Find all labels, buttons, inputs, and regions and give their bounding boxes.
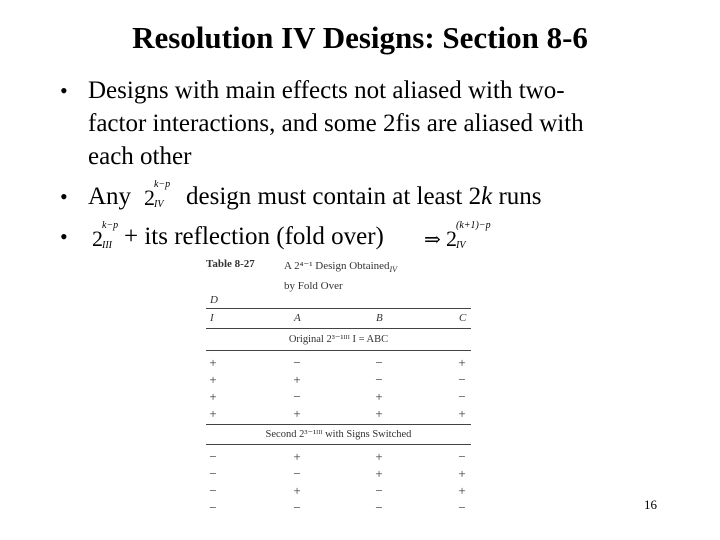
table-cell: − bbox=[293, 355, 301, 370]
math-2-k1-p-iv bbox=[446, 220, 491, 252]
table-rule bbox=[206, 328, 471, 329]
table-cell: − bbox=[209, 449, 217, 464]
math-superscript: k−p bbox=[102, 220, 119, 231]
table-caption-line-1: A 2⁴⁻¹ Design Obtained bbox=[284, 260, 390, 272]
column-header: I bbox=[210, 312, 214, 324]
table-cell: − bbox=[293, 389, 301, 404]
slide-title: Resolution IV Designs: Section 8-6 bbox=[132, 20, 588, 55]
bullet-1-line-1: Designs with main effects not aliased with two- bbox=[88, 77, 565, 104]
table-section-switched: Second 2³⁻¹ᴵᴵᴵ with Signs Switched bbox=[265, 429, 412, 440]
math-subscript: III bbox=[102, 240, 112, 251]
bullet-marker: • bbox=[60, 184, 68, 209]
table-cell: + bbox=[458, 466, 466, 481]
column-header: A bbox=[294, 312, 301, 324]
table-cell: − bbox=[293, 500, 301, 515]
table-cell: + bbox=[209, 372, 217, 387]
table-rule bbox=[206, 308, 471, 309]
bullet-2-prefix: Any bbox=[88, 183, 132, 210]
table-cell: − bbox=[293, 466, 301, 481]
table-caption-sub: IV bbox=[389, 265, 398, 275]
table-cell: + bbox=[458, 483, 466, 498]
table-cell: + bbox=[375, 406, 383, 421]
table-cell: + bbox=[375, 449, 383, 464]
math-2-k-p-iv bbox=[144, 179, 171, 211]
math-superscript: (k+1)−p bbox=[456, 220, 491, 231]
table-cell: + bbox=[375, 466, 383, 481]
page-number: 16 bbox=[644, 497, 657, 512]
table-cell: − bbox=[458, 372, 466, 387]
table-cell: − bbox=[209, 500, 217, 515]
table-cell: − bbox=[375, 355, 383, 370]
table-cell: − bbox=[375, 372, 383, 387]
table-rule bbox=[206, 424, 471, 425]
bullet-marker: • bbox=[60, 224, 68, 249]
table-cell: − bbox=[458, 500, 466, 515]
bullet-2-suffix: design must contain at least 2 bbox=[186, 183, 482, 210]
table-cell: − bbox=[375, 500, 383, 515]
table-cell: + bbox=[293, 372, 301, 387]
bullet-3-text: + its reflection (fold over) bbox=[124, 223, 384, 250]
column-header-d: D bbox=[210, 294, 218, 306]
column-header: B bbox=[376, 312, 383, 324]
table-cell: + bbox=[293, 406, 301, 421]
bullet-marker: • bbox=[60, 78, 68, 103]
bullet-2-end: runs bbox=[492, 183, 542, 210]
math-base: 2 bbox=[144, 185, 155, 210]
math-2-k-p-iii bbox=[92, 220, 119, 252]
table-caption-number: Table 8-27 bbox=[206, 258, 255, 270]
column-header: C bbox=[459, 312, 467, 324]
bullet-2-k: k bbox=[481, 183, 493, 210]
table-cell: + bbox=[209, 389, 217, 404]
math-subscript: IV bbox=[154, 199, 164, 210]
table-cell: + bbox=[293, 449, 301, 464]
math-base: 2 bbox=[92, 226, 103, 251]
implies-symbol: ⇒ bbox=[424, 229, 441, 251]
table-caption-line-2: by Fold Over bbox=[284, 280, 343, 293]
bullet-1-line-3: each other bbox=[88, 143, 192, 170]
table-cell: − bbox=[458, 449, 466, 464]
table-cell: − bbox=[375, 483, 383, 498]
table-cell: + bbox=[209, 355, 217, 370]
math-base: 2 bbox=[446, 226, 457, 251]
table-cell: + bbox=[458, 406, 466, 421]
table-cell: + bbox=[293, 483, 301, 498]
fold-over-table bbox=[206, 258, 471, 520]
table-cell: − bbox=[209, 466, 217, 481]
table-cell: − bbox=[458, 389, 466, 404]
math-subscript: IV bbox=[456, 240, 466, 251]
table-cell: − bbox=[209, 483, 217, 498]
table-cell: + bbox=[209, 406, 217, 421]
table-rule bbox=[206, 444, 471, 445]
table-section-original: Original 2³⁻¹ᴵᴵᴵ I = ABC bbox=[288, 334, 389, 345]
table-cell: + bbox=[375, 389, 383, 404]
table-rule bbox=[206, 350, 471, 351]
math-superscript: k−p bbox=[154, 179, 171, 190]
bullet-1-line-2: factor interactions, and some 2fis are aliased with bbox=[88, 110, 584, 137]
table-cell: + bbox=[458, 355, 466, 370]
table-caption bbox=[284, 258, 397, 294]
bullet-2-text bbox=[186, 184, 542, 209]
